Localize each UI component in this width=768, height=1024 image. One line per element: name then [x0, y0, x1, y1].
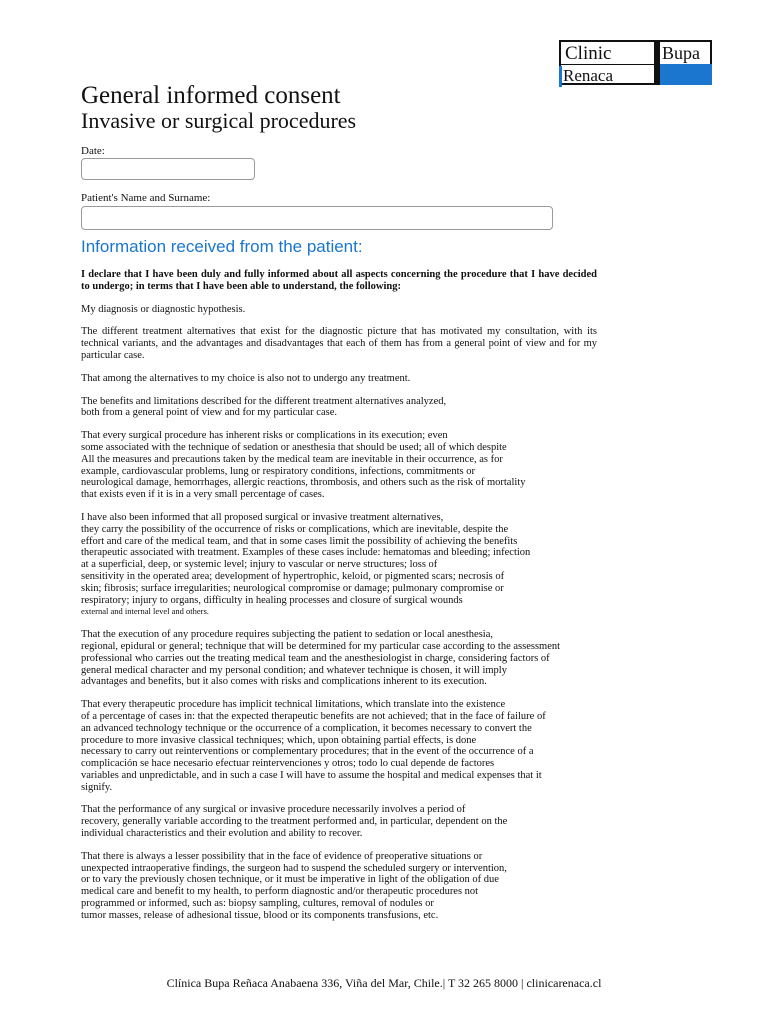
paragraph-alternatives: The different treatment alternatives that exist for the diagnostic picture that has motivated my consultation, with its technical variants, and the advantages and disadvantages that each of them has from a general point of view and for my particular case. [81, 326, 597, 361]
paragraph-limitations: That every therapeutic procedure has implicit technical limitations, which translate into the existence of a percentage of cases in: that the expected therapeutic benefits are not achieved; that in the face of failure of an advanced technology technique or the occurrence of a complication, it becomes necessary to convert the procedure to more invasive classical techniques; which, upon obtaining partial effects, is done necessary to carry out reinterventions or complementary procedures; that in the event of the occurrence of a complicación se hace necesario efectuar reintervenciones y otros; todo lo cual depende de factores variables and unpredictable, and in such a case I will have to assume the hospital and medical expenses that it signify. [81, 699, 546, 793]
footer-contact: Clínica Bupa Reñaca Anabaena 336, Viña del Mar, Chile.| T 32 265 8000 | clinicarenaca.cl [166, 976, 602, 990]
declaration-paragraph: I declare that I have been duly and fully informed about all aspects concerning the procedure that I have decided to undergo; in terms that I have been able to understand, the following: [81, 269, 597, 292]
paragraph-anesthesia: That the execution of any procedure requires subjecting the patient to sedation or local anesthesia, regional, epidural or general; technique that will be determined for my particular case according to the assessment professional who carries out the treating medical team and the anesthesiologist in charge, considering factors of general medical character and my personal condition; and whatever technique is chosen, it will imply advantages and benefits, but it also comes with risks and complications inherent to its execution. [81, 629, 561, 688]
logo-text-clinic: Clinic [565, 43, 612, 64]
logo-blue-block [660, 64, 712, 85]
logo-accent-mark [559, 66, 562, 87]
patient-name-field[interactable] [81, 206, 553, 230]
clinic-logo [559, 40, 712, 85]
paragraph-complications: I have also been informed that all proposed surgical or invasive treatment alternatives, they carry the possibility of the occurrence of risks or complications, which are inevitable, despite the effort and care of the medical team, and that in some cases limit the possibility of achieving the benefits therapeutic associated with treatment. Examples of these cases include: hematomas and bleeding; infection at a superficial, deep, or systemic level; injury to vascular or nerve structures; loss of sensitivity in the operated area; development of hypertrophic, keloid, or pigmented scars; necrosis of skin; fibrosis; surface irregularities; neurological compromise or damage; pulmonary compromise or respiratory; injury to organs, difficulty in healing processes and closure of surgical wounds [81, 511, 531, 606]
logo-divider [561, 64, 654, 65]
paragraph-recovery: That the performance of any surgical or invasive procedure necessarily involves a period of recovery, generally variable according to the treatment performed and, in particular, dependent on the individual characteristics and their evolution and ability to recover. [81, 804, 508, 840]
section-heading: Information received from the patient: [81, 237, 363, 256]
logo-text-renaca: Renaca [563, 66, 614, 85]
patient-name-label: Patient's Name and Surname: [81, 192, 211, 204]
document-subtitle: Invasive or surgical procedures [81, 108, 357, 133]
paragraph-complications-tail: external and internal level and others. [81, 606, 209, 617]
consent-body [81, 269, 597, 933]
date-label: Date: [81, 145, 105, 157]
paragraph-diagnosis: My diagnosis or diagnostic hypothesis. [81, 303, 246, 315]
paragraph-unexpected-findings: That there is always a lesser possibility that in the face of evidence of preoperative situations or unexpected intraoperative findings, the surgeon had to suspend the scheduled surgery or intervention, or to vary the previously chosen technique, or it must be imperative in light of the obligation of due medical care and benefit to my health, to perform diagnostic and/or therapeutic procedures not programmed or informed, such as: biopsy sampling, cultures, removal of nodules or tumor masses, release of adhesional tissue, blood or its components transfusions, etc. [81, 850, 507, 921]
document-title: General informed consent [81, 82, 341, 109]
paragraph-benefits: The benefits and limitations described for the different treatment alternatives analyzed, both from a general point of view and for my particular case. [81, 395, 447, 419]
date-field[interactable] [81, 158, 255, 180]
paragraph-no-treatment: That among the alternatives to my choice is also not to undergo any treatment. [81, 372, 411, 384]
logo-text-bupa: Bupa [662, 43, 700, 63]
paragraph-risks: That every surgical procedure has inherent risks or complications in its execution; even some associated with the technique of sedation or anesthesia that should be used; all of which despite All the measures and precautions taken by the medical team are inevitable in their occurrence, as for example, cardiovascular problems, lung or respiratory conditions, infections, commitments or neurological damage, hemorrhages, allergic reactions, thrombosis, and others such as the risk of mortality that exists even if it is in a very small percentage of cases. [81, 430, 526, 501]
paragraph-complications-block [81, 512, 597, 618]
